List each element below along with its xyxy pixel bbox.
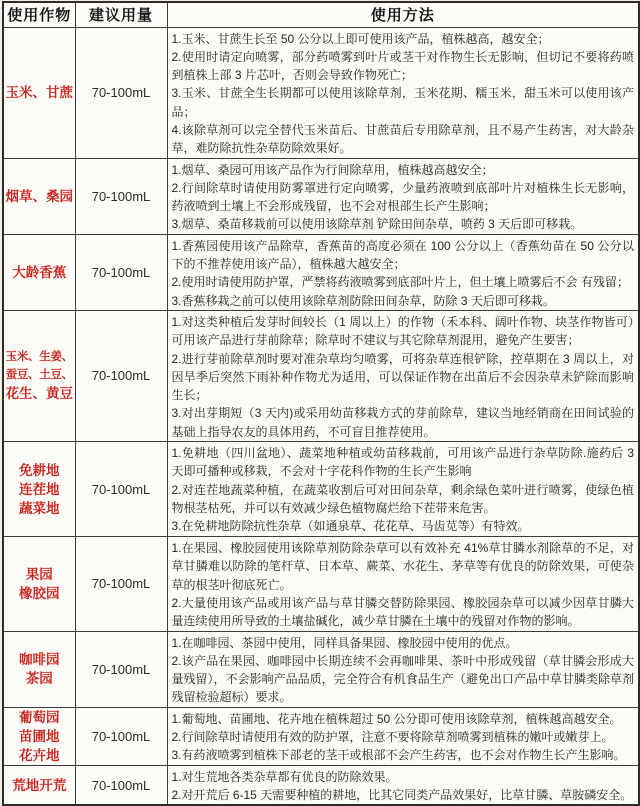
methods-cell [167,765,639,805]
method-item: 2.行间除草时请使用有效的防护罩，注意不要将除草剂喷雾到植株的嫩叶或嫩芽上。 [171,730,614,744]
crop-label: 免耕地 [19,462,60,478]
table-row [3,158,639,234]
crop-label: 连茬地 [19,481,60,497]
crop-cell [3,707,75,765]
crop-label: 花卉地 [19,747,60,763]
crop-label: 花生、黄豆 [5,386,73,402]
method-item: 3.有药液喷雾到植株下部老的茎干或根部不会产生药害，也不会对作物生长产生影响。 [171,748,626,763]
col-header-crop: 使用作物 [3,2,75,27]
methods-cell [167,310,639,441]
col-header-method: 使用方法 [167,2,639,27]
crop-cell [3,442,75,537]
table-row [3,631,639,707]
method-item: 2.使用时请定向喷雾，部分药喷雾到叶片或茎干对作物生长无影响，但切记不要将药喷到植株上部 3 片芯叶，否则会导致作物死亡； [171,49,634,83]
method-item: 4.该除草剂可以完全替代玉米苗后、甘蔗苗后专用除草剂，且不易产生药害，对大龄杂草，难防除抗性杂草防除效果好。 [171,122,634,156]
methods-cell [167,158,639,234]
crop-cell [3,234,75,310]
method-item: 3.玉米、甘蔗全生长期都可以使用该除草剂，玉米花期、糯玉米，甜玉米可以使用该产品； [171,86,634,119]
crop-label: 蔬菜地 [19,500,60,516]
method-item: 1.免耕地（四川盆地）、蔬菜地种植或幼苗移栽前，可用该产品进行杂草防除.施药后 3 天即可播种或移栽，不会对十字花科作物的生长产生影响 [171,446,634,479]
table-row [3,765,639,805]
crop-cell [3,27,75,158]
dosage-cell: 70-100mL [75,310,167,441]
method-item: 3.对出芽期短（3 天内)或采用幼苗移栽方式的芽前除草，建议当地经销商在田间试验的基础上指导农友的具体用药，不可盲目推荐使用。 [171,406,634,439]
dosage-cell: 70-100mL [75,765,167,805]
crop-label: 葡萄园 [19,709,60,725]
method-item: 3.香蕉移栽之前可以使用该除草剂防除田间杂草，防除 3 天后即可移栽。 [171,293,555,308]
table-row [3,27,639,158]
dosage-cell: 70-100mL [75,234,167,310]
methods-cell [167,537,639,631]
methods-cell [167,27,639,158]
crop-label: 苗圃地 [19,728,60,744]
method-item: 2.使用时请使用防护罩，严禁将药液喷雾到底部叶片上，但土壤上喷雾后不会 有残留； [171,275,629,290]
crop-cell [3,310,75,441]
method-item: 2.大量使用该产品或用该产品与草甘膦交替防除果园、橡胶园杂草可以减少因草甘膦大量连续使用所导致的土壤盐碱化，减少草甘膦在土壤中的残留对作物的影响。 [171,595,634,629]
table-row [3,310,639,441]
method-item: 2.对连茬地蔬菜种植，在蔬菜收割后可对田间杂草，剩余绿色菜叶进行喷雾，使绿色植物根茎枯死，并可以有效减少绿色植物腐烂给下茬带来危害。 [171,482,634,515]
crop-label: 蚕豆、土豆、 [5,369,73,382]
dosage-cell: 70-100mL [75,631,167,707]
method-item: 3.在免耕地防除抗性杂草（如通泉草、花花草、马齿苋等）有特效。 [171,519,530,534]
crop-label: 咖啡园 [19,652,60,668]
crop-label: 果园 [25,566,53,582]
methods-cell [167,234,639,310]
dosage-cell: 70-100mL [75,442,167,537]
table-row [3,537,639,631]
method-item: 3.烟草、桑苗移栽前可以使用该除草剂 铲除田间杂草，喷药 3 天后即可移栽。 [171,217,583,232]
usage-table [2,1,640,806]
method-item: 1.在咖啡园、茶园中使用，同样具备果园、橡胶园中使用的优点。 [171,635,518,650]
method-item: 1.对这类种植后发芽时间较长（1 周以上）的作物（禾本科、阔叶作物、块茎作物皆可）可用该产品进行芽前除草；除草时不建议与其它除草剂混用，避免产生要害； [171,314,634,348]
method-item: 1.玉米、甘蔗生长至 50 公分以上即可使用该产品，植株越高，越安全； [171,31,550,46]
col-header-dosage: 建议用量 [75,2,167,27]
crop-cell [3,765,75,805]
crop-cell [3,537,75,631]
method-item: 2.对开荒后 6-15 天需要种植的耕地，比其它同类产品效果好，比草甘膦、草胺磷安全。 [171,788,633,802]
methods-cell [167,442,639,537]
method-item: 1.香蕉园使用该产品除草，香蕉苗的高度必须在 100 公分以上（香蕉幼苗在 50 公分以下的不推荐使用该产品），植株越大越安全； [171,238,634,272]
table-row [3,442,639,537]
method-item: 2.进行芽前除草剂时要对准杂草均匀喷雾，可将杂草连根铲除，控草期在 3 周以上，对因旱季后突然下雨补种作物尤为适用，可以保证作物在出苗后不会因杂草未铲除而影响生长； [171,351,634,403]
header-row [3,2,639,27]
crop-cell [3,158,75,234]
method-item: 1.葡萄地、苗圃地、花卉地在植株超过 50 公分即可使用该除草剂，植株越高越安全。 [171,711,622,726]
crop-label: 荒地开荒 [12,777,67,793]
method-item: 2.行间除草时请使用防雾罩进行定向喷雾，少量药液喷到底部叶片对植株生长无影响，药液喷到土壤上不会形成残留，也不会对根部生长产生影响； [171,180,634,214]
crop-label: 玉米、生姜、 [5,351,73,364]
dosage-cell: 70-100mL [75,707,167,765]
dosage-cell: 70-100mL [75,537,167,631]
table-row [3,707,639,765]
dosage-cell: 70-100mL [75,158,167,234]
method-item: 2.该产品在果园、咖啡园中长期连续不会再咖啡果、茶叶中形成残留（草甘膦会形成大量残留），不会影响产品品质，完全符合有机食品生产（避免出口产品中草甘膦类除草剂残留检验超标）要求。 [171,653,634,705]
methods-cell [167,707,639,765]
crop-label: 烟草、桑园 [5,188,73,204]
crop-label: 大龄香蕉 [12,264,67,280]
crop-label: 橡胶园 [19,585,60,601]
methods-cell [167,631,639,707]
crop-label: 茶园 [25,671,53,687]
method-item: 1.对生荒地各类杂草都有优良的防除效果。 [171,769,398,784]
crop-cell [3,631,75,707]
method-item: 1.在果园、橡胶园使用该除草剂防除杂草可以有效补充 41%草甘膦水剂除草的不足，对草甘膦难以防除的笔杆草、日本草、蕨菜、水花生、茅草等有优良的防除效果，可使杂草的根茎叶彻底死亡。 [171,541,634,592]
crop-label: 玉米、甘蔗 [5,85,73,101]
method-item: 1.烟草、桑园可用该产品作为行间除草用，植株越高越安全； [171,162,494,177]
dosage-cell: 70-100mL [75,27,167,158]
table-row [3,234,639,310]
